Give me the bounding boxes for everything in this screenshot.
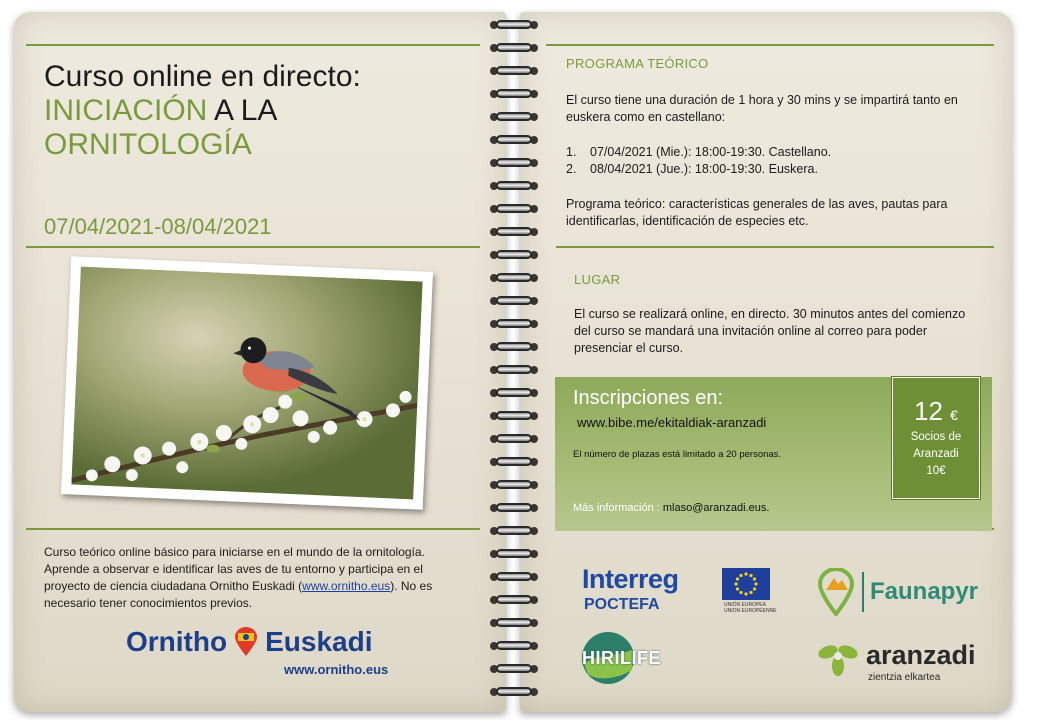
spiral-ring [486,41,542,55]
spiral-ring [486,225,542,239]
lugar-text: El curso se realizará online, en directo. 30 minutos antes del comienzo del curso se mandará una invitación online al correo para poder presenciar el curso. [574,307,966,355]
description-text-end: ). No es necesario tener conocimientos previos. [44,579,433,610]
inscripciones-heading: Inscripciones en: [573,387,724,409]
spiral-ring [486,271,542,285]
contact-email[interactable]: mlaso@aranzadi.eus. [662,502,770,514]
subtitle-iniciacion: INICIACIÓN [44,94,208,127]
spiral-ring [486,639,542,653]
hirilife-word: HIRILIFE [582,648,661,668]
faunapyr-logo [818,568,988,618]
spiral-ring [486,593,542,607]
spiral-ring [486,294,542,308]
ornitho-logo-url: www.ornitho.eus [284,662,389,677]
aranzadi-subtitle: zientzia elkartea [868,672,941,683]
spiral-ring [486,386,542,400]
inscripciones-url[interactable]: www.bibe.me/ekitaldiak-aranzadi [577,415,767,430]
bullfinch-image [71,267,422,500]
programa-heading: PROGRAMA TEÓRICO [566,56,709,71]
spiral-ring [486,501,542,515]
programa-contents: Programa teórico: características generales de las aves, pautas para identificarlas, identificación de especies etc. [566,197,948,228]
spiral-ring [486,248,542,262]
lugar-heading: LUGAR [574,272,621,287]
interreg-logo [582,564,778,616]
spiral-ring [486,133,542,147]
left-bottom-rule [26,528,480,530]
spiral-ring [486,662,542,676]
right-top-rule [546,44,994,46]
eu-label-1: UNIÓN EUROPEA [724,602,766,608]
spiral-ring [486,18,542,32]
spiral-ring [486,87,542,101]
mountain-pin-icon [818,568,854,616]
subtitle-a-la: A LA [207,94,278,127]
aranzadi-leaf-icon [816,638,860,678]
inscripciones-box [555,377,992,531]
divider-line [862,572,864,612]
left-mid-rule [26,246,480,248]
spiral-ring [486,432,542,446]
course-description [44,544,464,612]
programa-intro: El curso tiene una duración de 1 hora y 30 mins y se impartirá tanto en euskera como en castellano: [566,93,958,124]
spiral-ring [486,616,542,630]
eu-label-2: UNION EUROPÉENNE [724,608,777,614]
spiral-ring [486,317,542,331]
map-pin-icon [233,627,259,657]
course-dates: 07/04/2021-08/04/2021 [44,214,272,239]
spiral-ring [486,363,542,377]
spiral-ring [486,524,542,538]
ornitho-word: Ornitho [126,626,228,657]
faunapyr-word: Faunapyr [870,578,979,605]
spiral-ring [486,64,542,78]
euskadi-word: Euskadi [265,626,373,657]
aranzadi-word: aranzadi [866,640,976,670]
member-price: Socios de Aranzadi 10€ [910,431,962,477]
spiral-ring [486,202,542,216]
price-amount: 12 € [914,396,958,426]
eu-flag-icon [722,568,770,600]
places-limit: El número de plazas está limitado a 20 personas. [573,449,782,460]
session-item: 2. 08/04/2021 (Jue.): 18:00-19:30. Euskera. [566,162,818,176]
course-title: Curso online en directo: [44,60,361,93]
spiral-ring [486,409,542,423]
course-subtitle-line1 [44,94,277,128]
interreg-word: Interreg [582,564,679,594]
session-list [566,144,831,178]
price-box [892,377,980,499]
spiral-ring [486,570,542,584]
right-mid-rule [556,246,994,248]
spiral-ring [486,685,542,699]
ornitho-link[interactable]: www.ornitho.eus [302,579,391,593]
description-text: Curso teórico online básico para iniciarse en el mundo de la ornitología. Aprende a observar e identificar las aves de tu entorno y participa en el proyecto de ciencia ciudadana Ornitho Euskadi ( [44,545,425,593]
session-item: 1. 07/04/2021 (Mie.): 18:00-19:30. Castellano. [566,145,832,159]
spiral-ring [486,340,542,354]
spiral-ring [486,110,542,124]
poctefa-word: POCTEFA [584,596,660,613]
spiral-ring [486,156,542,170]
hirilife-logo [580,630,700,686]
spiral-binding [486,18,542,708]
course-subtitle-line2: ORNITOLOGÍA [44,128,252,161]
ornitho-euskadi-logo [126,626,389,677]
spiral-ring [486,455,542,469]
aranzadi-logo [816,636,996,686]
more-info: Más información : mlaso@aranzadi.eus. [573,502,770,514]
spiral-ring [486,179,542,193]
left-top-rule [26,44,480,46]
spiral-ring [486,547,542,561]
bird-photo [61,256,433,510]
spiral-ring [486,478,542,492]
